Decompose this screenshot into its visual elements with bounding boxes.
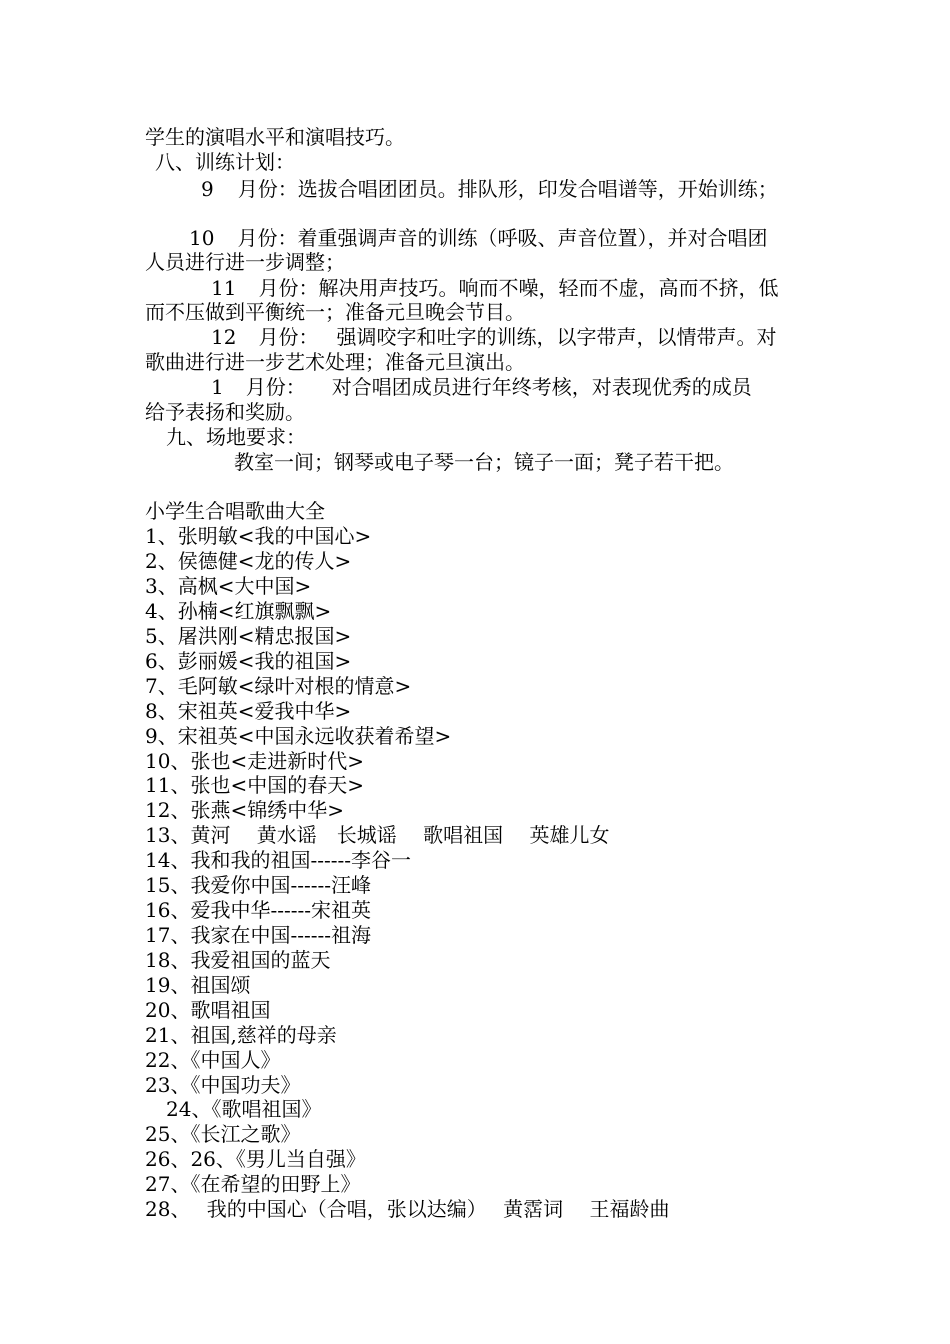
song-list-item: 6、彭丽媛<我的祖国>: [145, 649, 352, 673]
month-number: 12: [211, 325, 237, 349]
song-list-item: 21、祖国,慈祥的母亲: [145, 1023, 337, 1047]
month-number: 10: [189, 226, 215, 250]
song-list-item: 26、26、《男儿当自强》: [145, 1147, 366, 1171]
month-number: 11: [211, 276, 237, 300]
song-list-item: 24、《歌唱祖国》: [166, 1097, 322, 1121]
month-number: 1: [211, 375, 224, 399]
month-task: 强调咬字和吐字的训练，以字带声，以情带声。对: [336, 325, 777, 349]
song-list-item: 17、我家在中国------祖海: [145, 923, 371, 947]
song-list-item: 19、祖国颂: [145, 973, 251, 997]
month-unit: 月份：: [237, 226, 298, 250]
plan-item-january-cont: 给予表扬和奖励。: [145, 400, 305, 424]
plan-item-november: [211, 276, 778, 301]
month-task: 解决用声技巧。响而不噪，轻而不虚，高而不挤，低: [318, 276, 779, 300]
song-list-item: 1、张明敏<我的中国心>: [145, 524, 372, 548]
month-task: 对合唱团成员进行年终考核，对表现优秀的成员: [331, 375, 752, 399]
song-list-item: 2、侯德健<龙的传人>: [145, 549, 352, 573]
section-8-heading: 八、训练计划：: [155, 150, 295, 174]
song-list-item: 18、我爱祖国的蓝天: [145, 948, 331, 972]
plan-item-november-cont: 而不压做到平衡统一；准备元旦晚会节目。: [145, 300, 525, 324]
plan-item-september: [201, 177, 778, 202]
song-list-item: 8、宋祖英<爱我中华>: [145, 699, 352, 723]
song-list-item: 14、我和我的祖国------李谷一: [145, 848, 411, 872]
month-unit: 月份：: [258, 276, 319, 300]
song-list-item: 16、爱我中华------宋祖英: [145, 898, 371, 922]
song-list-item: 3、高枫<大中国>: [145, 574, 312, 598]
song-list-title: 小学生合唱歌曲大全: [145, 499, 325, 523]
venue-requirements: 教室一间；钢琴或电子琴一台；镜子一面；凳子若干把。: [234, 450, 734, 474]
plan-item-october: [189, 226, 767, 251]
song-list-item: 9、宋祖英<中国永远收获着希望>: [145, 724, 452, 748]
plan-item-january: [211, 375, 752, 400]
month-unit: 月份：: [237, 177, 298, 201]
month-number: 9: [201, 177, 214, 201]
plan-item-october-cont: 人员进行进一步调整；: [145, 250, 345, 274]
song-list-item: 20、歌唱祖国: [145, 998, 271, 1022]
song-list-item: 5、屠洪刚<精忠报国>: [145, 624, 352, 648]
section-9-heading: 九、场地要求：: [166, 425, 306, 449]
month-task: 着重强调声音的训练（呼吸、声音位置），并对合唱团: [297, 226, 768, 250]
song-list-item: 25、《长江之歌》: [145, 1122, 301, 1146]
song-list-item: 13、黄河 黄水谣 长城谣 歌唱祖国 英雄儿女: [145, 823, 610, 847]
song-list-item: 10、张也<走进新时代>: [145, 749, 364, 773]
song-list-item: 28、 我的中国心（合唱，张以达编） 黄霑词 王福龄曲: [145, 1197, 670, 1221]
month-task: 选拔合唱团团员。排队形，印发合唱谱等，开始训练；: [297, 177, 778, 201]
song-list-item: 27、《在希望的田野上》: [145, 1172, 361, 1196]
song-list-item: 7、毛阿敏<绿叶对根的情意>: [145, 674, 412, 698]
month-unit: 月份：: [245, 375, 306, 399]
intro-tail-text: 学生的演唱水平和演唱技巧。: [145, 125, 405, 149]
song-list-item: 23、《中国功夫》: [145, 1073, 301, 1097]
song-list-item: 12、张燕<锦绣中华>: [145, 798, 344, 822]
plan-item-december: [211, 325, 776, 350]
song-list-item: 4、孙楠<红旗飘飘>: [145, 599, 332, 623]
month-unit: 月份：: [258, 325, 319, 349]
song-list-item: 22、《中国人》: [145, 1048, 281, 1072]
song-list-item: 11、张也<中国的春天>: [145, 773, 364, 797]
plan-item-december-cont: 歌曲进行进一步艺术处理；准备元旦演出。: [145, 350, 525, 374]
song-list-item: 15、我爱你中国------汪峰: [145, 873, 371, 897]
